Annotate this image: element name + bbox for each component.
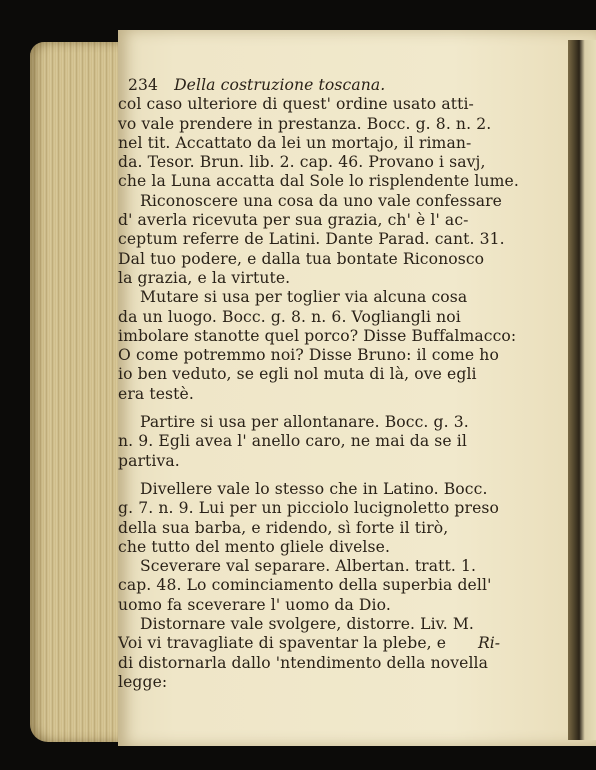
text-line: era testè. (118, 384, 194, 403)
catchword: Ri- (478, 634, 500, 652)
page-edges (30, 42, 130, 742)
text-line: Distornare vale svolgere, distorre. Liv. M. (140, 615, 474, 634)
gutter (568, 40, 596, 740)
text-line: legge: (118, 672, 168, 691)
running-head (118, 76, 480, 95)
text-line: io ben veduto, se egli nol muta di là, ove egli (118, 365, 477, 384)
text-line: col caso ulteriore di quest' ordine usato atti- (118, 95, 474, 114)
text-line: cap. 48. Lo cominciamento della superbia dell' (118, 576, 492, 595)
text-line: uomo fa sceverare l' uomo da Dio. (118, 595, 391, 614)
text-line: imbolare stanotte quel porco? Disse Buffalmacco: (118, 326, 517, 345)
text-line: da un luogo. Bocc. g. 8. n. 6. Vogliangli noi (118, 307, 461, 326)
page-text (118, 76, 519, 692)
text-line: di distornarla dallo 'ntendimento della novella (118, 653, 489, 672)
text-line: Dal tuo podere, e dalla tua bontate Riconosco (118, 249, 485, 268)
text-line: Sceverare val separare. Albertan. tratt. 1. (140, 557, 477, 576)
book (30, 24, 596, 746)
text-line: della sua barba, e ridendo, sì forte il tirò, (118, 518, 449, 537)
text-line: g. 7. n. 9. Lui per un picciolo lucignoletto preso (118, 499, 499, 518)
text-line: la grazia, e la virtute. (118, 268, 291, 287)
text-line: da. Tesor. Brun. lib. 2. cap. 46. Provano i savj, (118, 153, 486, 172)
text-line: Mutare si usa per toglier via alcuna cosa (140, 288, 468, 307)
page-number: 234 (128, 76, 159, 94)
text-line: partiva. (118, 451, 180, 470)
text-line: n. 9. Egli avea l' anello caro, ne mai da se il (118, 432, 467, 451)
text-line: O come potremmo noi? Disse Bruno: il come ho (118, 346, 499, 365)
text-line: ceptum referre de Latini. Dante Parad. cant. 31. (118, 230, 505, 249)
text-line: nel tit. Accattato da lei un mortajo, il riman- (118, 133, 472, 152)
text-line: che tutto del mento gliele divelse. (118, 537, 391, 556)
text-line: vo vale prendere in prestanza. Bocc. g. 8. n. 2. (118, 114, 492, 133)
text-line: che la Luna accatta dal Sole lo risplendente lume. (118, 172, 519, 191)
running-head-title: Della costruzione toscana. (174, 76, 386, 94)
text-line: Divellere vale lo stesso che in Latino. Bocc. (140, 479, 488, 498)
text-line: d' averla ricevuta per sua grazia, ch' è l' ac- (118, 211, 469, 230)
text-line: Riconoscere una cosa da uno vale confessare (140, 191, 502, 210)
text-line: Voi vi travagliate di spaventar la plebe, e (118, 634, 447, 653)
text-line: Partire si usa per allontanare. Bocc. g. 3. (140, 413, 469, 432)
